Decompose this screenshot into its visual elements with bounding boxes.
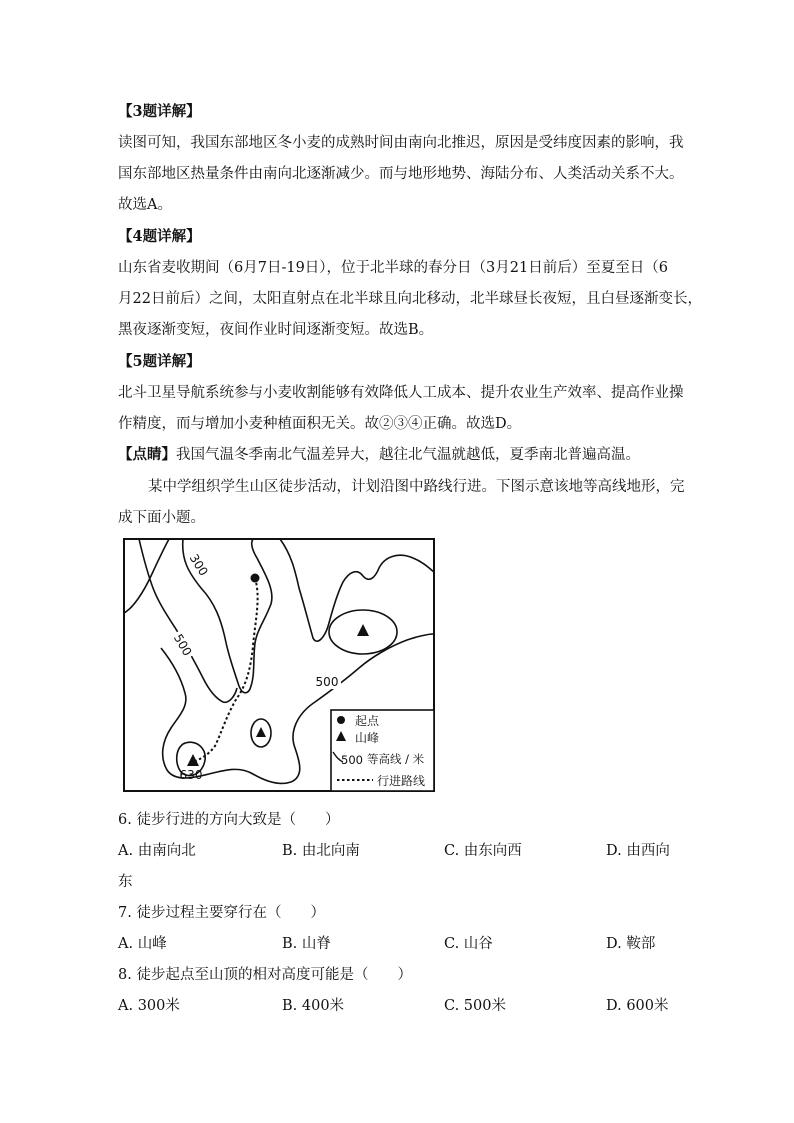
contour-label-630: 630: [179, 768, 203, 782]
contour-label-500: 500: [315, 675, 339, 689]
question-6-option-d: D. 由西向: [606, 843, 670, 859]
q3-text-line: 故选A。: [118, 197, 172, 213]
question-6-option-b: B. 由北向南: [282, 843, 360, 859]
q3-heading: 【3题详解】: [118, 103, 201, 120]
question-8-option-c: C. 500米: [444, 998, 506, 1014]
question-6-option-a: A. 由南向北: [118, 843, 196, 859]
legend-contour-value: 500: [341, 753, 363, 767]
q5-text-line: 作精度，而与增加小麦种植面积无关。故②③④正确。故选D。: [118, 416, 522, 432]
question-8-option-a: A. 300米: [118, 998, 180, 1014]
intro-line: 某中学组织学生山区徒步活动，计划沿图中路线行进。下图示意该地等高线地形，完: [148, 479, 685, 495]
question-7-option-b: B. 山脊: [282, 936, 331, 952]
contour-label-500: 500: [170, 631, 195, 659]
question-7-option-a: A. 山峰: [118, 936, 167, 952]
question-8-stem: 8. 徒步起点至山顶的相对高度可能是（ ）: [118, 967, 412, 983]
q4-text-line: 黑夜逐渐变短，夜间作业时间逐渐变短。故选B。: [118, 322, 434, 338]
q4-text-line: 月22日前后）之间，太阳直射点在北半球且向北移动，北半球昼长夜短，且白昼逐渐变长，: [118, 291, 702, 307]
tip-paragraph: [118, 445, 640, 465]
legend-contour-label: 等高线 / 米: [367, 752, 425, 766]
q5-text-line: 北斗卫星导航系统参与小麦收割能够有效降低人工成本、提升农业生产效率、提高作业操: [118, 385, 684, 401]
contour-label-300: 300: [186, 551, 211, 579]
question-8-option-b: B. 400米: [282, 998, 345, 1014]
q3-text-line: 国东部地区热量条件由南向北逐渐减少。而与地形地势、海陆分布、人类活动关系不大。: [118, 166, 684, 182]
question-6-option-c: C. 由东向西: [444, 843, 522, 859]
tip-label: 【点睛】: [118, 446, 176, 463]
q4-text-line: 山东省麦收期间（6月7日-19日），位于北半球的春分日（3月21日前后）至夏至日（6: [118, 260, 668, 276]
question-7-stem: 7. 徒步过程主要穿行在（ ）: [118, 905, 325, 921]
legend-peak-label: 山峰: [355, 731, 380, 745]
legend-start-label: 起点: [355, 714, 380, 728]
question-7-option-d: D. 鞍部: [606, 936, 656, 952]
tip-text: 我国气温冬季南北气温差异大，越往北气温就越低，夏季南北普遍高温。: [176, 447, 640, 463]
q3-text-line: 读图可知，我国东部地区冬小麦的成熟时间由南向北推迟，原因是受纬度因素的影响，我: [118, 135, 684, 151]
question-6-stem: 6. 徒步行进的方向大致是（ ）: [118, 812, 340, 828]
question-6-option-d-wrap: 东: [118, 874, 133, 890]
q4-heading: 【4题详解】: [118, 228, 201, 245]
q5-heading: 【5题详解】: [118, 353, 201, 370]
question-8-option-d: D. 600米: [606, 998, 669, 1014]
question-7-option-c: C. 山谷: [444, 936, 493, 952]
legend: [331, 710, 434, 791]
legend-start-symbol: [337, 716, 345, 724]
contour-map: [123, 538, 435, 792]
start-point-marker: [251, 574, 260, 583]
intro-line: 成下面小题。: [118, 510, 205, 526]
legend-route-label: 行进路线: [377, 774, 426, 788]
